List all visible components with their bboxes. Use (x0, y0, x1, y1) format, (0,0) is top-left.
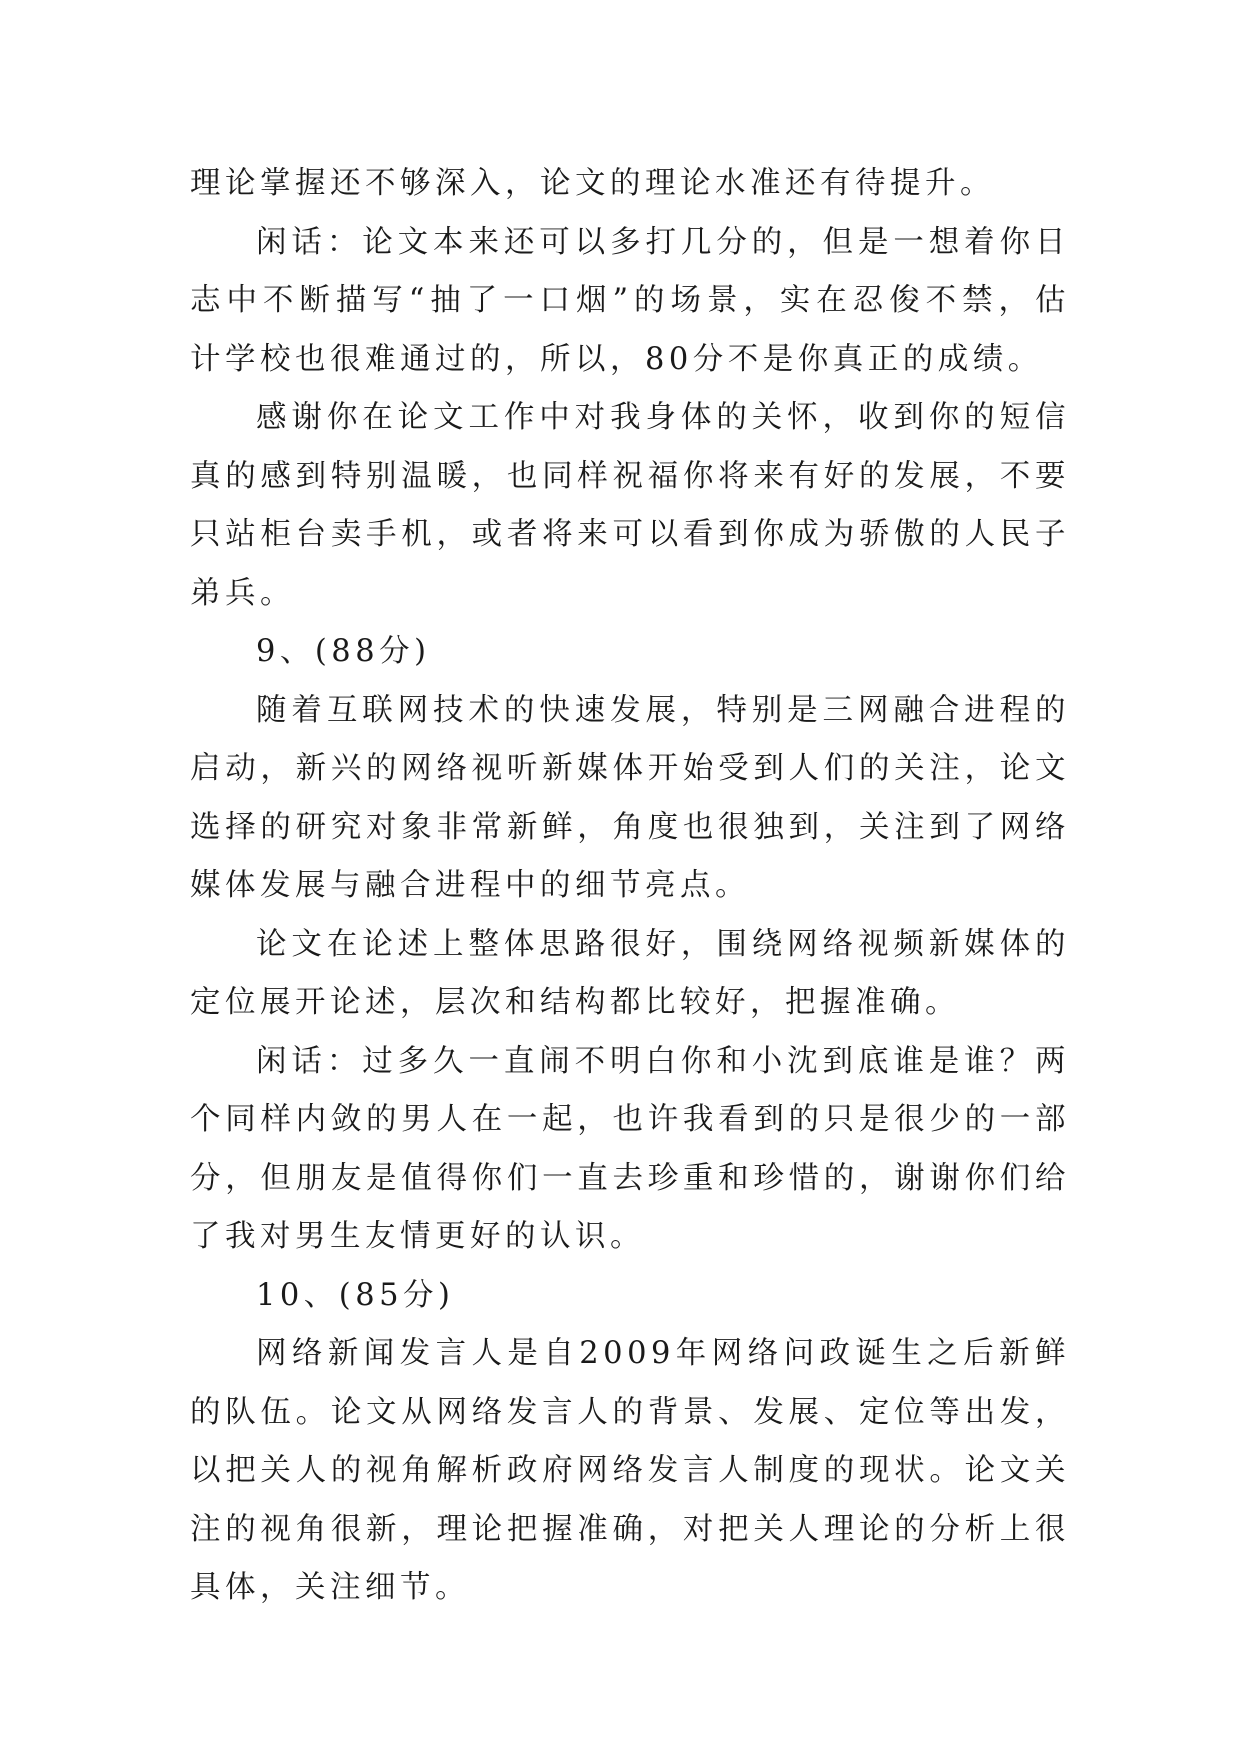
paragraph-thanks: 感谢你在论文工作中对我身体的关怀，收到你的短信真的感到特别温暖，也同样祝福你将来有好的发展，不要只站柜台卖手机，或者将来可以看到你成为骄傲的人民子弟兵。 (190, 400, 1070, 611)
section-heading-9: 9、(88分) (256, 634, 431, 669)
paragraph-review-10: 网络新闻发言人是自2009年网络问政诞生之后新鲜的队伍。论文从网络发言人的背景、发展、定位等出发，以把关人的视角解析政府网络发言人制度的现状。论文关注的视角很新，理论把握准确，对把关人理论的分析上很具体，关注细节。 (190, 1336, 1070, 1605)
paragraph-theory-summary: 理论掌握还不够深入，论文的理论水准还有待提升。 (190, 166, 995, 201)
paragraph-review-9-structure: 论文在论述上整体思路很好，围绕网络视频新媒体的定位展开论述，层次和结构都比较好，把握准确。 (190, 926, 1070, 1020)
paragraph-review-9-intro: 随着互联网技术的快速发展，特别是三网融合进程的启动，新兴的网络视听新媒体开始受到人们的关注，论文选择的研究对象非常新鲜，角度也很独到，关注到了网络媒体发展与融合进程中的细节亮点。 (190, 692, 1070, 903)
section-heading-10: 10、(85分) (256, 1277, 455, 1313)
document-body (190, 155, 1070, 1618)
paragraph-chat-note-2: 闲话：过多久一直闹不明白你和小沈到底谁是谁？两个同样内敛的男人在一起，也许我看到的只是很少的一部分，但朋友是值得你们一直去珍重和珍惜的，谢谢你们给了我对男生友情更好的认识。 (190, 1043, 1070, 1254)
paragraph-chat-note-1: 闲话：论文本来还可以多打几分的，但是一想着你日志中不断描写“抽了一口烟”的场景，实在忍俊不禁，估计学校也很难通过的，所以，80分不是你真正的成绩。 (190, 224, 1070, 377)
